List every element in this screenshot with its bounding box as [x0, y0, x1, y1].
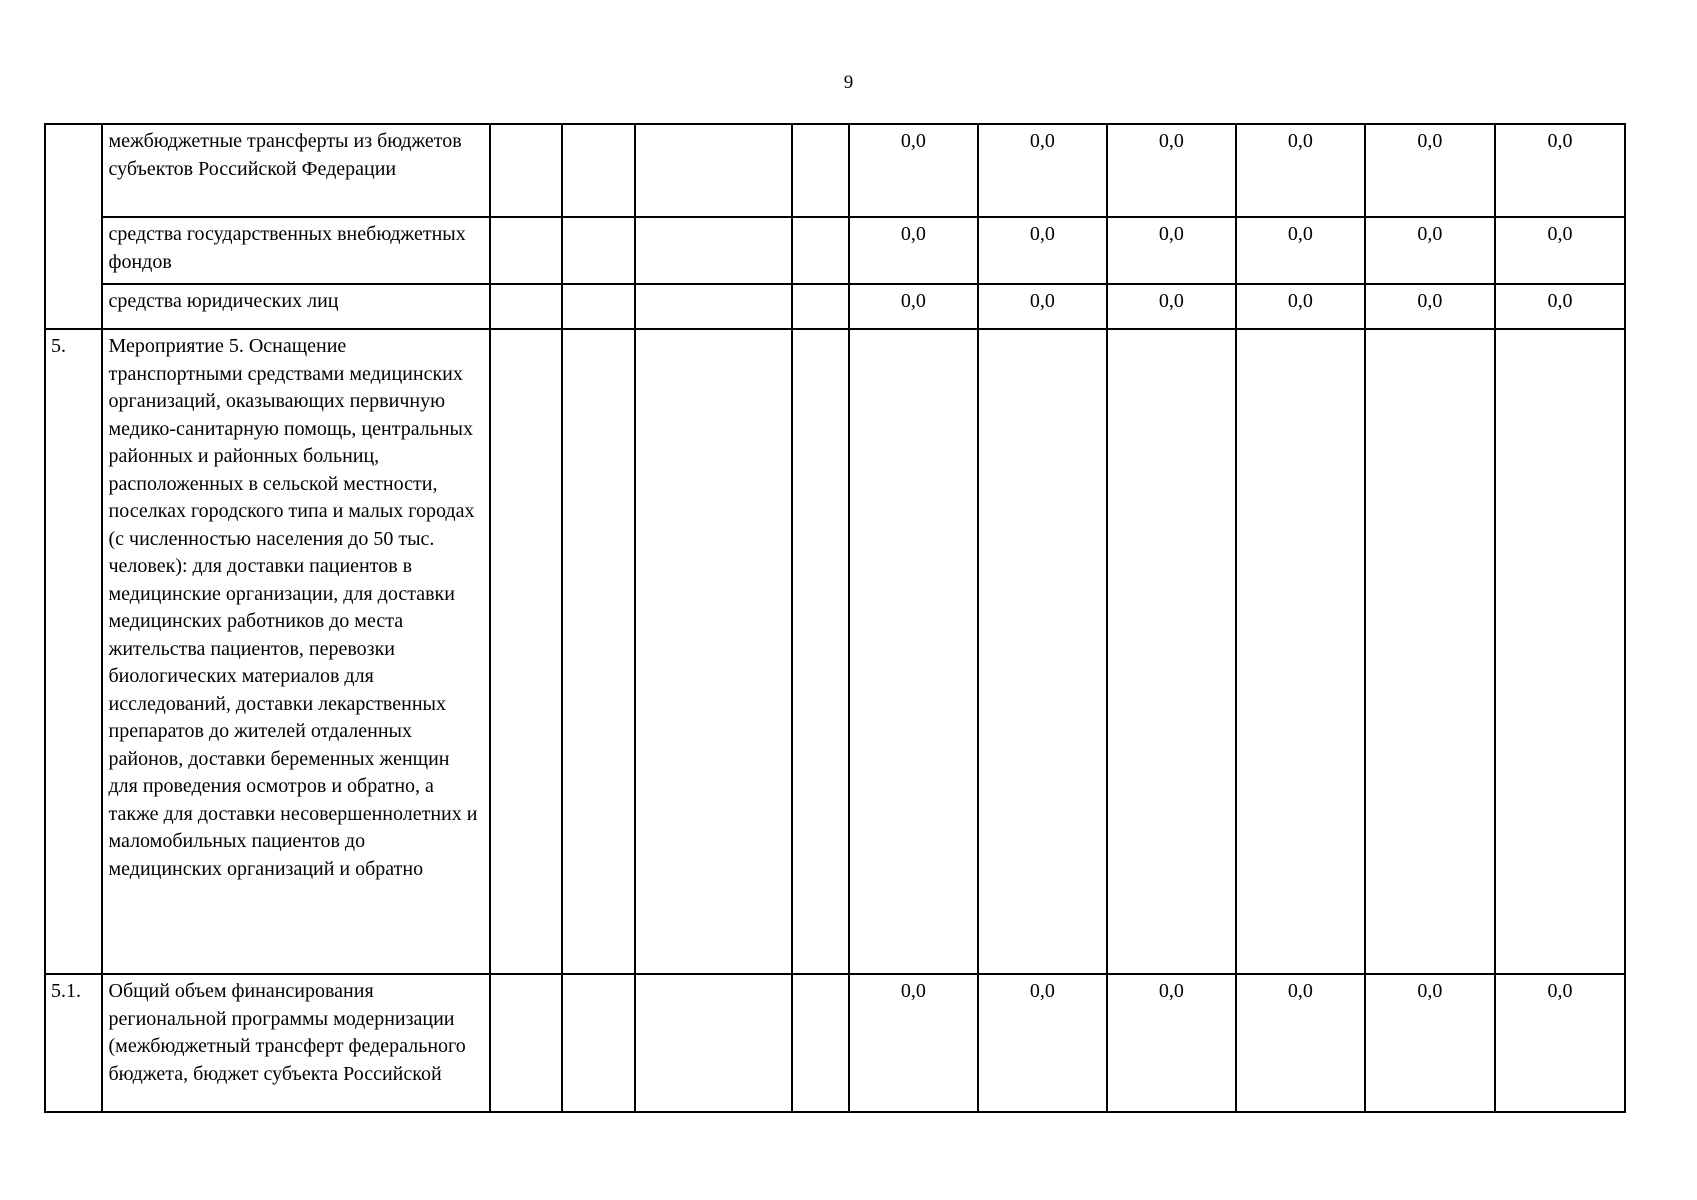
row-text: средства государственных внебюджетных фондов — [102, 217, 490, 284]
value-cell: 0,0 — [978, 124, 1107, 217]
empty-cell — [635, 124, 793, 217]
value-cell: 0,0 — [849, 124, 978, 217]
empty-cell — [562, 329, 634, 974]
empty-cell — [490, 329, 562, 974]
value-cell: 0,0 — [978, 217, 1107, 284]
row-text: средства юридических лиц — [102, 284, 490, 329]
table-row — [45, 284, 1625, 329]
table-row — [45, 329, 1625, 974]
page-number: 9 — [843, 72, 854, 93]
value-cell: 0,0 — [1495, 124, 1625, 217]
row-number — [45, 217, 102, 284]
value-cell: 0,0 — [978, 284, 1107, 329]
value-cell: 0,0 — [1495, 284, 1625, 329]
value-cell — [978, 329, 1107, 974]
empty-cell — [562, 124, 634, 217]
empty-cell — [792, 329, 849, 974]
table-row — [45, 217, 1625, 284]
value-cell: 0,0 — [849, 217, 978, 284]
value-cell: 0,0 — [1236, 974, 1365, 1112]
value-cell: 0,0 — [978, 974, 1107, 1112]
empty-cell — [562, 974, 634, 1112]
row-number — [45, 124, 102, 217]
value-cell: 0,0 — [1495, 217, 1625, 284]
empty-cell — [792, 217, 849, 284]
table-row — [45, 124, 1625, 217]
value-cell — [1236, 329, 1365, 974]
empty-cell — [490, 284, 562, 329]
empty-cell — [635, 329, 793, 974]
empty-cell — [635, 974, 793, 1112]
value-cell: 0,0 — [1495, 974, 1625, 1112]
row-text: межбюджетные трансферты из бюджетов субъектов Российской Федерации — [102, 124, 490, 217]
value-cell — [1365, 329, 1495, 974]
empty-cell — [490, 217, 562, 284]
financing-table — [44, 123, 1626, 1113]
value-cell: 0,0 — [1236, 217, 1365, 284]
empty-cell — [792, 284, 849, 329]
row-number: 5.1. — [45, 974, 102, 1112]
value-cell: 0,0 — [1107, 217, 1236, 284]
value-cell: 0,0 — [1236, 284, 1365, 329]
empty-cell — [635, 284, 793, 329]
empty-cell — [562, 284, 634, 329]
empty-cell — [562, 217, 634, 284]
value-cell: 0,0 — [849, 974, 978, 1112]
value-cell — [1495, 329, 1625, 974]
row-number: 5. — [45, 329, 102, 974]
value-cell: 0,0 — [1107, 284, 1236, 329]
empty-cell — [635, 217, 793, 284]
empty-cell — [490, 124, 562, 217]
value-cell: 0,0 — [1365, 124, 1495, 217]
empty-cell — [792, 124, 849, 217]
empty-cell — [792, 974, 849, 1112]
value-cell: 0,0 — [1365, 974, 1495, 1112]
row-text: Мероприятие 5. Оснащение транспортными средствами медицинских организаций, оказывающих первичную медико-санитарную помощь, центральных районных и районных больниц, расположенных в сельской местности, поселках городского типа и малых городах (с численностью населения до 50 тыс. человек): для доставки пациентов в медицинские организации, для доставки медицинских работников до места жительства пациентов, перевозки биологических материалов для исследований, доставки лекарственных препаратов до жителей отдаленных районов, доставки беременных женщин для проведения осмотров и обратно, а также для доставки несовершеннолетних и маломобильных пациентов до медицинских организаций и обратно — [102, 329, 490, 974]
empty-cell — [490, 974, 562, 1112]
value-cell: 0,0 — [1365, 217, 1495, 284]
row-number — [45, 284, 102, 329]
value-cell: 0,0 — [1365, 284, 1495, 329]
row-text: Общий объем финансирования региональной программы модернизации (межбюджетный трансферт федерального бюджета, бюджет субъекта Российской — [102, 974, 490, 1112]
value-cell — [1107, 329, 1236, 974]
value-cell: 0,0 — [849, 284, 978, 329]
value-cell: 0,0 — [1236, 124, 1365, 217]
value-cell: 0,0 — [1107, 124, 1236, 217]
value-cell: 0,0 — [1107, 974, 1236, 1112]
value-cell — [849, 329, 978, 974]
table-row — [45, 974, 1625, 1112]
